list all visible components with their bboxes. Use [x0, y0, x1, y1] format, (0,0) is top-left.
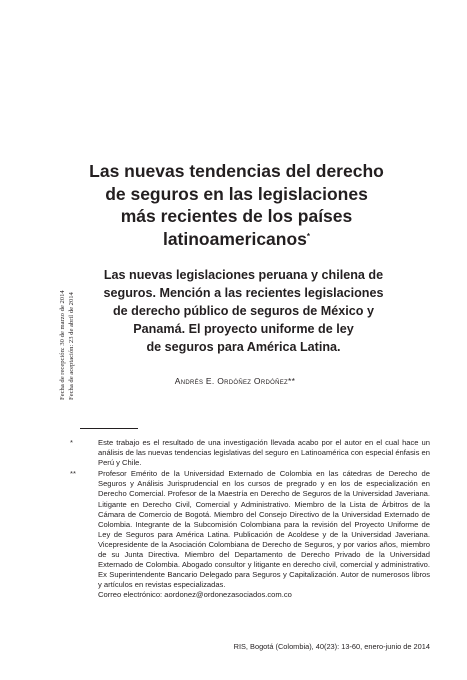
footnote-marker: * — [306, 231, 311, 241]
author-name: Andrés E. Ordóñez Ordóñez** — [174, 376, 296, 386]
footnote-mark: ** — [70, 469, 76, 479]
footnote-body — [98, 469, 430, 600]
footnote-divider — [80, 428, 138, 429]
title-line: de seguros en las legislaciones — [105, 183, 368, 204]
page-footer: RIS, Bogotá (Colombia), 40(23): 13-60, enero-junio de 2014 — [233, 642, 430, 651]
reception-date: Fecha de recepción: 30 de marzo de 2014 — [59, 290, 66, 400]
subtitle-line: de derecho público de seguros de México y — [112, 304, 375, 318]
subtitle-line: Panamá. El proyecto uniforme de ley — [133, 322, 354, 336]
title-line-text: latinoamericanos — [162, 228, 307, 249]
article-subtitle — [86, 266, 401, 356]
title-line: Las nuevas tendencias del derecho — [89, 161, 384, 181]
footnote-text: Profesor Emérito de la Universidad Externado de Colombia en las cátedras de Derecho de Seguros y Análisis Jurisprudencial en los cursos de pregrado y en los de especialización en Derecho Comercial. Profesor de la Maestría en Derecho de Seguros de la Universidad Javeriana. Litigante en Derecho Civil, Comercial y Administrativo. Miembro de la Lista de Árbitros de la Cámara de Comercio de Bogotá. Miembro del Consejo Directivo de la Universidad Externado de Colombia. Integrante de la Subcomisión Colombiana para la revisión del Proyecto Uniforme de Ley de Seguros para América Latina. Publicación de Acoldese y de la Universidad Javeriana. Vicepresidente de la Asociación Colombiana de Derecho de Seguros, y por varios años, miembro de su Junta Directiva. Miembro del Departamento de Derecho Privado de la Universidad Externado de Colombia. Abogado consultor y litigante en derecho civil, comercial y administrativo. Ex Superintendente Bancario Delegado para Seguros y Capitalización. Autor de numerosos libros y artículos en revistas especializadas. — [98, 469, 430, 590]
footnote — [70, 469, 430, 600]
article-title — [70, 160, 403, 250]
footnotes — [70, 438, 430, 602]
acceptance-date: Fecha de aceptación: 23 de abril de 2014 — [68, 292, 75, 400]
footnote — [70, 438, 430, 468]
title-line — [70, 228, 403, 251]
subtitle-line: seguros. Mención a las recientes legislaciones — [103, 286, 384, 300]
title-line: más recientes de los países — [120, 206, 353, 226]
footnote-text: Este trabajo es el resultado de una investigación llevada acabo por el autor en el cual hace un análisis de las nuevas tendencias legislativas del seguro en Latinoamérica con especial énfasis en Perú y Chile. — [98, 438, 430, 468]
footnote-mark: * — [70, 438, 73, 447]
author-email: Correo electrónico: aordonez@ordonezasociados.com.co — [98, 590, 292, 600]
subtitle-line: Las nuevas legislaciones peruana y chilena de — [103, 268, 384, 282]
subtitle-line: de seguros para América Latina. — [146, 340, 341, 354]
